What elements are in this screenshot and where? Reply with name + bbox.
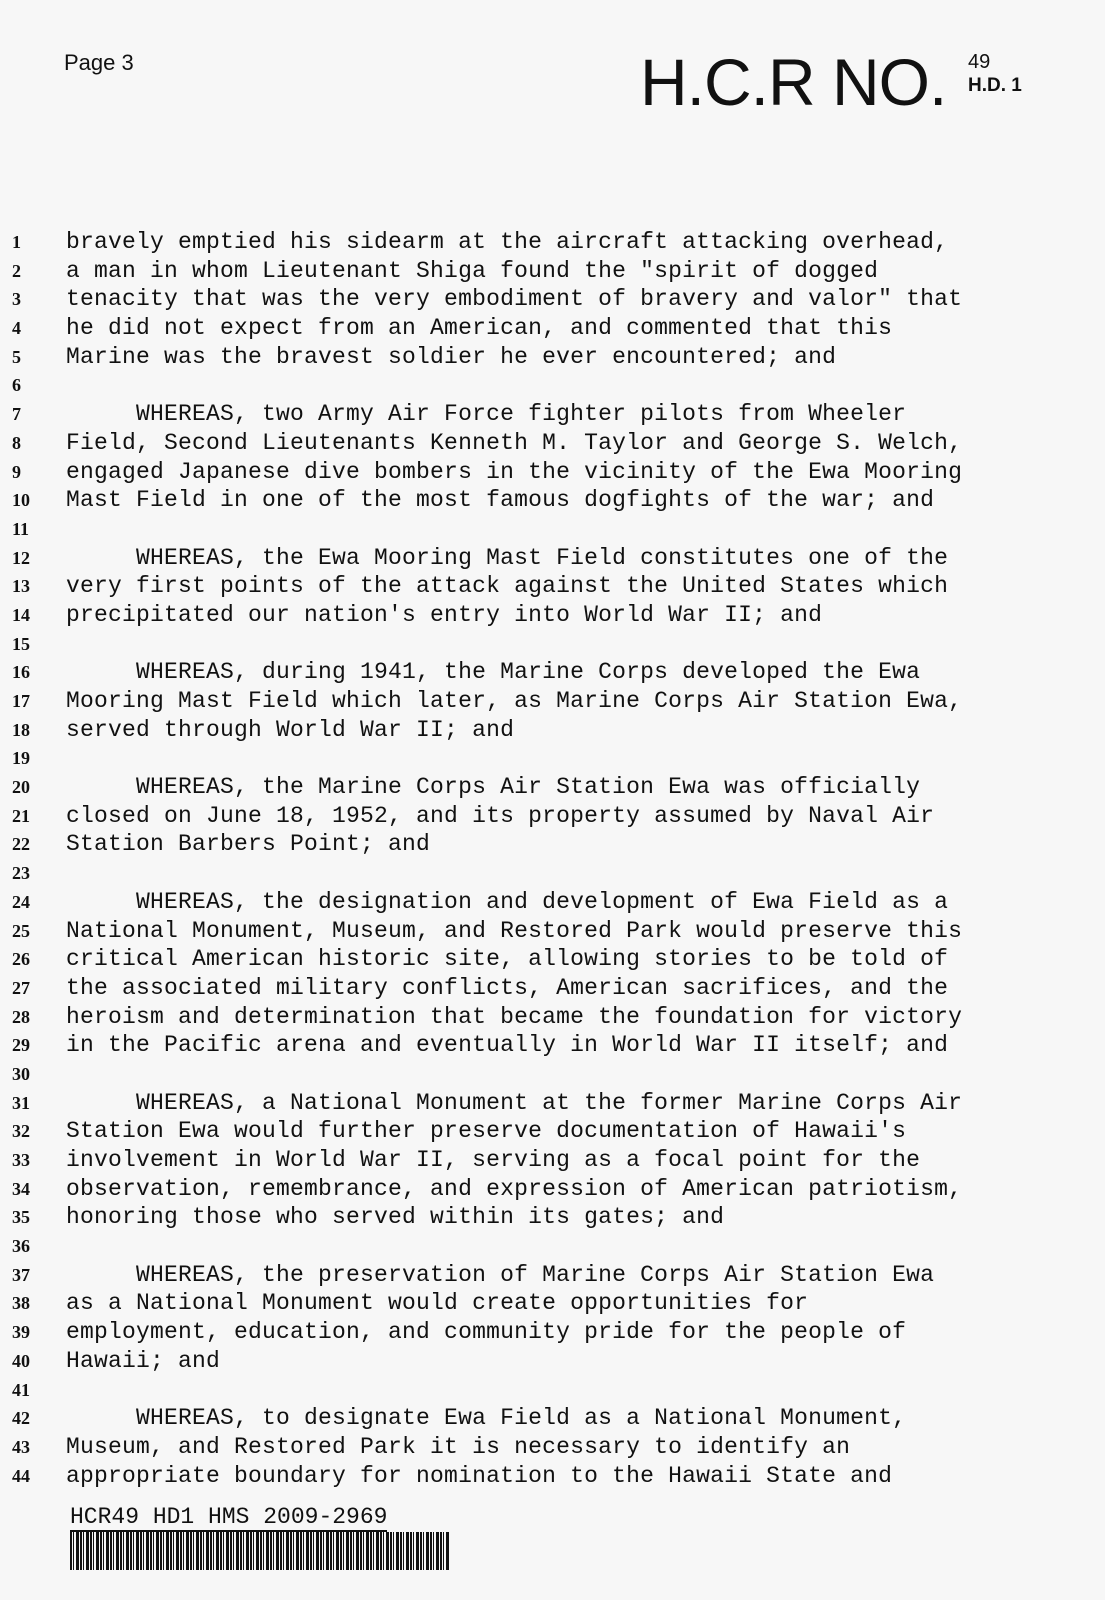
line-text: a man in whom Lieutenant Shiga found the "spirit of dogged <box>66 257 879 284</box>
line-text: WHEREAS, the designation and development of Ewa Field as a <box>66 888 949 915</box>
line-text: served through World War II; and <box>66 716 515 743</box>
line-text: involvement in World War II, serving as a focal point for the <box>66 1147 921 1173</box>
line-text: Mooring Mast Field which later, as Marine Corps Air Station Ewa, <box>66 688 963 714</box>
line-number: 16 <box>12 662 30 683</box>
line-number: 40 <box>12 1350 30 1371</box>
text-line <box>0 1462 1105 1491</box>
line-number: 22 <box>12 834 30 855</box>
line-number: 13 <box>12 576 30 597</box>
line-number: 39 <box>12 1322 30 1343</box>
text-line <box>0 1203 1105 1232</box>
line-number: 33 <box>12 1150 30 1170</box>
line-number: 15 <box>12 633 30 654</box>
text-line <box>0 658 1105 687</box>
line-text: employment, education, and community pride for the people of <box>66 1319 907 1346</box>
line-text: heroism and determination that became the foundation for victory <box>66 1003 963 1030</box>
line-number: 6 <box>12 375 21 396</box>
text-line <box>0 744 1105 773</box>
line-text: Station Ewa would further preserve documentation of Hawaii's <box>66 1118 907 1145</box>
text-line <box>0 917 1105 946</box>
barcode <box>70 1532 450 1570</box>
line-text: WHEREAS, a National Monument at the former Marine Corps Air <box>66 1089 963 1116</box>
line-text: WHEREAS, the Ewa Mooring Mast Field constitutes one of the <box>66 544 949 571</box>
line-number: 11 <box>12 518 30 539</box>
line-number: 42 <box>12 1408 30 1429</box>
line-text: very first points of the attack against the United States which <box>66 573 949 600</box>
line-text: he did not expect from an American, and commented that this <box>66 315 893 342</box>
text-line <box>0 630 1105 659</box>
text-line <box>0 343 1105 372</box>
text-line <box>0 773 1105 802</box>
text-line <box>0 1289 1105 1318</box>
line-number: 12 <box>12 547 30 568</box>
page-label: Page 3 <box>64 50 134 75</box>
document-body <box>0 228 1105 1490</box>
line-text: National Monument, Museum, and Restored Park would preserve this <box>66 917 963 944</box>
text-line <box>0 400 1105 429</box>
line-text: Mast Field in one of the most famous dogfights of the war; and <box>66 487 935 514</box>
line-text: WHEREAS, two Army Air Force fighter pilots from Wheeler <box>66 401 907 428</box>
text-line <box>0 1003 1105 1032</box>
line-text: bravely emptied his sidearm at the aircraft attacking overhead, <box>66 229 949 255</box>
text-line <box>0 257 1105 286</box>
text-line <box>0 859 1105 888</box>
text-line <box>0 458 1105 487</box>
line-number: 24 <box>12 891 30 912</box>
line-number: 29 <box>12 1035 30 1056</box>
text-line <box>0 888 1105 917</box>
line-number: 19 <box>12 748 30 769</box>
line-number: 14 <box>12 604 30 625</box>
line-text: appropriate boundary for nomination to the Hawaii State and <box>66 1462 893 1489</box>
line-number: 41 <box>12 1379 30 1400</box>
line-number: 38 <box>12 1293 30 1314</box>
line-number: 36 <box>12 1236 30 1257</box>
text-line <box>0 1060 1105 1089</box>
line-number: 32 <box>12 1121 30 1142</box>
line-number: 7 <box>12 404 21 425</box>
line-number: 26 <box>12 949 30 970</box>
text-line <box>0 601 1105 630</box>
line-number: 44 <box>12 1465 30 1486</box>
line-text: observation, remembrance, and expression of American patriotism, <box>66 1175 963 1202</box>
text-line <box>0 1117 1105 1146</box>
line-number: 28 <box>12 1006 30 1027</box>
text-line <box>0 1146 1105 1175</box>
line-number: 5 <box>12 346 21 367</box>
text-line <box>0 1404 1105 1433</box>
line-text: honoring those who served within its gates; and <box>66 1204 725 1231</box>
line-text: Museum, and Restored Park it is necessary to identify an <box>66 1433 851 1460</box>
line-number: 37 <box>12 1264 30 1285</box>
line-number: 8 <box>12 432 21 453</box>
text-line <box>0 1232 1105 1261</box>
text-line <box>0 544 1105 573</box>
line-number: 35 <box>12 1207 30 1228</box>
text-line <box>0 429 1105 458</box>
text-line <box>0 228 1105 257</box>
text-line <box>0 515 1105 544</box>
line-number: 30 <box>12 1063 30 1084</box>
text-line <box>0 1175 1105 1204</box>
text-line <box>0 285 1105 314</box>
line-text: Station Barbers Point; and <box>66 831 431 858</box>
line-number: 2 <box>12 260 21 281</box>
text-line <box>0 572 1105 601</box>
text-line <box>0 486 1105 515</box>
line-text: WHEREAS, the Marine Corps Air Station Ewa was officially <box>66 774 921 801</box>
document-code: HCR49 HD1 HMS 2009-2969 <box>70 1504 388 1530</box>
line-text: precipitated our nation's entry into World War II; and <box>66 601 823 628</box>
line-number: 43 <box>12 1436 30 1457</box>
resolution-number: 49 <box>968 51 991 73</box>
line-text: the associated military conflicts, American sacrifices, and the <box>66 974 949 1001</box>
line-text: Hawaii; and <box>66 1347 221 1374</box>
line-text: closed on June 18, 1952, and its property assumed by Naval Air <box>66 802 935 829</box>
line-text: WHEREAS, the preservation of Marine Corps Air Station Ewa <box>66 1261 935 1288</box>
line-number: 9 <box>12 461 21 482</box>
text-line <box>0 1347 1105 1376</box>
text-line <box>0 314 1105 343</box>
line-number: 31 <box>12 1092 30 1113</box>
line-text: as a National Monument would create opportunities for <box>66 1290 809 1317</box>
line-number: 10 <box>12 490 30 511</box>
resolution-meta <box>968 50 1022 98</box>
text-line <box>0 716 1105 745</box>
text-line <box>0 687 1105 716</box>
line-number: 23 <box>12 863 30 884</box>
text-line <box>0 1089 1105 1118</box>
line-text: tenacity that was the very embodiment of bravery and valor" that <box>66 286 963 313</box>
text-line <box>0 802 1105 831</box>
line-number: 27 <box>12 977 30 998</box>
line-number: 17 <box>12 691 30 711</box>
line-number: 34 <box>12 1178 30 1199</box>
line-text: Field, Second Lieutenants Kenneth M. Taylor and George S. Welch, <box>66 429 963 456</box>
line-number: 1 <box>12 232 21 252</box>
line-text: critical American historic site, allowing stories to be told of <box>66 946 949 973</box>
line-number: 4 <box>12 318 21 339</box>
line-number: 20 <box>12 777 30 798</box>
line-text: in the Pacific arena and eventually in World War II itself; and <box>66 1032 949 1059</box>
line-text: engaged Japanese dive bombers in the vicinity of the Ewa Mooring <box>66 458 963 485</box>
text-line <box>0 945 1105 974</box>
text-line <box>0 1031 1105 1060</box>
text-line <box>0 1261 1105 1290</box>
text-line <box>0 1318 1105 1347</box>
text-line <box>0 1433 1105 1462</box>
resolution-title: H.C.R NO. <box>640 45 947 119</box>
line-text: Marine was the bravest soldier he ever encountered; and <box>66 343 837 370</box>
line-text: WHEREAS, to designate Ewa Field as a National Monument, <box>66 1405 907 1432</box>
draft-label: H.D. 1 <box>968 75 1022 96</box>
line-number: 18 <box>12 719 30 740</box>
text-line <box>0 830 1105 859</box>
line-text: WHEREAS, during 1941, the Marine Corps developed the Ewa <box>66 659 921 686</box>
text-line <box>0 371 1105 400</box>
line-number: 25 <box>12 920 30 941</box>
text-line <box>0 974 1105 1003</box>
line-number: 3 <box>12 289 21 310</box>
text-line <box>0 1376 1105 1405</box>
line-number: 21 <box>12 805 30 826</box>
